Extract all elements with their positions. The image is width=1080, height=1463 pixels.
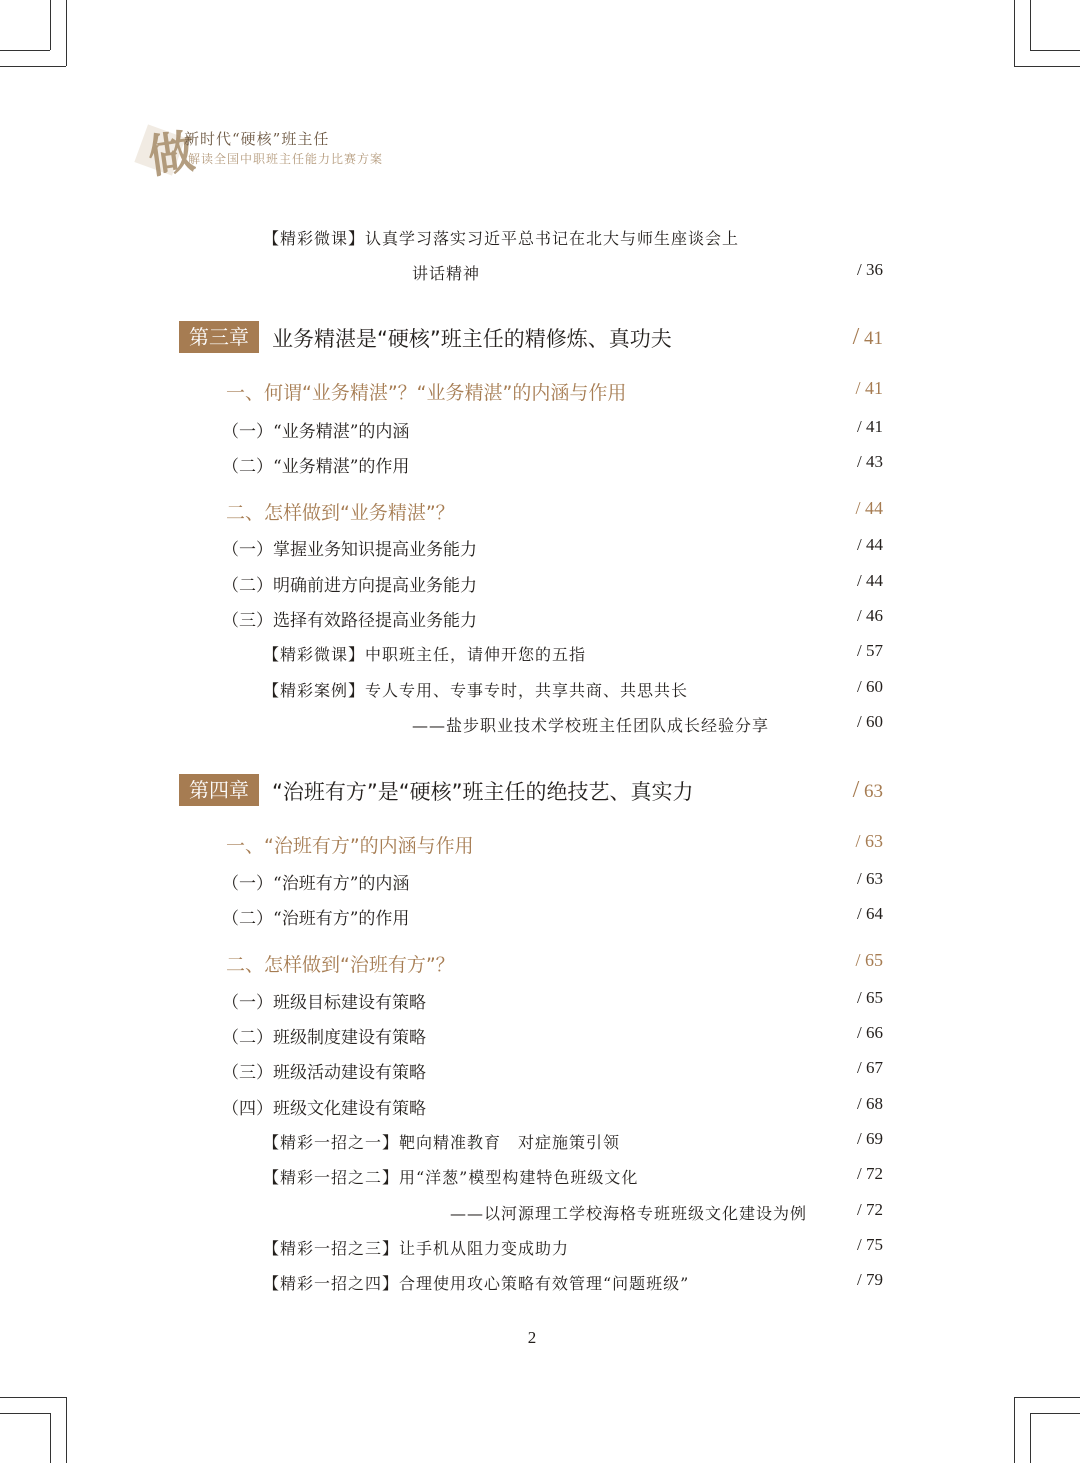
toc-entry-page: / 46 <box>857 606 883 625</box>
toc-entry-page: / 72 <box>857 1164 883 1183</box>
toc-section[interactable] <box>0 375 1080 405</box>
section-page: / 41 <box>855 378 883 398</box>
toc-entry-page: / 43 <box>857 452 883 471</box>
chapter-page: / 63 <box>852 777 883 803</box>
toc-section[interactable] <box>0 495 1080 525</box>
toc-entry-title: 【精彩一招之三】让手机从阻力变成助力 <box>263 1239 570 1258</box>
crop-mark <box>1014 66 1080 67</box>
toc-entry[interactable] <box>0 602 1080 632</box>
crop-mark <box>50 0 51 50</box>
crop-mark <box>66 0 67 66</box>
crop-mark <box>0 50 50 51</box>
toc-entry-page: / 44 <box>857 535 883 554</box>
chapter-label: 第四章 <box>179 774 259 806</box>
toc-entry-title: 【精彩微课】中职班主任，请伸开您的五指 <box>263 645 587 664</box>
toc-entry-page: / 44 <box>857 571 883 590</box>
toc-entry-title: （一）“治班有方”的内涵 <box>222 874 410 894</box>
toc-entry-page: / 64 <box>857 904 883 923</box>
toc-entry-title: （二）明确前进方向提高业务能力 <box>222 576 477 596</box>
toc-entry-page: / 66 <box>857 1023 883 1042</box>
crop-mark <box>0 1413 50 1414</box>
toc-entry-title: 【精彩一招之二】用“洋葱”模型构建特色班级文化 <box>263 1168 639 1187</box>
section-title: 二、怎样做到“治班有方”？ <box>226 954 455 976</box>
toc-entry-title: 【精彩微课】认真学习落实习近平总书记在北大与师生座谈会上 <box>263 229 740 248</box>
toc-entry[interactable] <box>0 1019 1080 1049</box>
toc-entry-page: / 72 <box>857 1200 883 1219</box>
toc-entry-title: （一）掌握业务知识提高业务能力 <box>222 540 477 560</box>
toc-entry[interactable] <box>0 1160 1080 1190</box>
toc-entry-title: 【精彩一招之一】靶向精准教育 对症施策引领 <box>263 1133 621 1152</box>
crop-mark <box>1030 1413 1031 1463</box>
section-page: / 44 <box>855 498 883 518</box>
section-title: 二、怎样做到“业务精湛”？ <box>226 502 455 524</box>
toc-entry-title: （二）班级制度建设有策略 <box>222 1028 426 1048</box>
crop-mark <box>50 1413 51 1463</box>
crop-mark <box>0 1397 66 1398</box>
book-title: 新时代“硬核”班主任 <box>184 130 330 148</box>
toc-entry-page: / 63 <box>857 869 883 888</box>
toc-chapter[interactable] <box>0 774 1080 810</box>
toc-entry-title: （三）选择有效路径提高业务能力 <box>222 611 477 631</box>
toc-entry-page: / 60 <box>857 712 883 731</box>
section-page: / 63 <box>855 831 883 851</box>
toc-entry[interactable] <box>0 984 1080 1014</box>
toc-entry[interactable] <box>0 900 1080 930</box>
toc-entry-page: / 67 <box>857 1058 883 1077</box>
crop-mark <box>1030 0 1031 50</box>
crop-mark <box>1014 1397 1080 1398</box>
toc-entry-title: ——盐步职业技术学校班主任团队成长经验分享 <box>412 716 770 735</box>
toc-entry[interactable] <box>0 708 1080 738</box>
toc-entry-page: / 57 <box>857 641 883 660</box>
toc-entry[interactable] <box>0 1090 1080 1120</box>
toc-entry-page: / 69 <box>857 1129 883 1148</box>
crop-mark <box>1030 50 1080 51</box>
crop-mark <box>0 66 66 67</box>
toc-entry[interactable] <box>0 1054 1080 1084</box>
toc-entry-title: （四）班级文化建设有策略 <box>222 1099 426 1119</box>
toc-entry[interactable] <box>0 531 1080 561</box>
toc-entry[interactable] <box>0 221 1080 251</box>
section-title: 一、何谓“业务精湛”？“业务精湛”的内涵与作用 <box>226 382 627 404</box>
toc-section[interactable] <box>0 828 1080 858</box>
toc-entry-page: / 60 <box>857 677 883 696</box>
chapter-label: 第三章 <box>179 321 259 353</box>
toc-entry[interactable] <box>0 637 1080 667</box>
toc-entry-page: / 79 <box>857 1270 883 1289</box>
book-subtitle: 解读全国中职班主任能力比赛方案 <box>188 152 384 166</box>
crop-mark <box>66 1397 67 1463</box>
page-number: 2 <box>527 1328 537 1347</box>
toc-entry-page: / 36 <box>857 260 883 279</box>
toc-entry[interactable] <box>0 1266 1080 1296</box>
toc-entry-page: / 41 <box>857 417 883 436</box>
toc-entry[interactable] <box>0 413 1080 443</box>
toc-entry[interactable] <box>0 1125 1080 1155</box>
toc-entry-page: / 65 <box>857 988 883 1007</box>
toc-entry-title: 【精彩一招之四】合理使用攻心策略有效管理“问题班级” <box>263 1274 690 1293</box>
toc-entry-title: 讲话精神 <box>412 264 481 283</box>
toc-section[interactable] <box>0 947 1080 977</box>
toc-entry-title: （二）“业务精湛”的作用 <box>222 457 410 477</box>
toc-entry-title: ——以河源理工学校海格专班班级文化建设为例 <box>450 1204 808 1223</box>
chapter-page: / 41 <box>852 324 883 350</box>
header-logo-char: 做 <box>144 124 198 184</box>
toc-entry[interactable] <box>0 567 1080 597</box>
toc-entry-title: （一）“业务精湛”的内涵 <box>222 422 410 442</box>
toc-entry-title: （三）班级活动建设有策略 <box>222 1063 426 1083</box>
toc-entry-page: / 75 <box>857 1235 883 1254</box>
toc-entry-title: （二）“治班有方”的作用 <box>222 909 410 929</box>
toc-entry[interactable] <box>0 673 1080 703</box>
crop-mark <box>1014 0 1015 66</box>
section-page: / 65 <box>855 950 883 970</box>
crop-mark <box>1014 1397 1015 1463</box>
toc-entry[interactable] <box>0 865 1080 895</box>
toc-entry[interactable] <box>0 256 1080 286</box>
toc-entry[interactable] <box>0 1231 1080 1261</box>
toc-entry[interactable] <box>0 1196 1080 1226</box>
section-title: 一、“治班有方”的内涵与作用 <box>226 835 474 857</box>
toc-entry-title: （一）班级目标建设有策略 <box>222 993 426 1013</box>
toc-entry-title: 【精彩案例】专人专用、专事专时，共享共商、共思共长 <box>263 681 689 700</box>
running-header <box>140 118 460 184</box>
chapter-title: 业务精湛是“硬核”班主任的精修炼、真功夫 <box>272 327 672 351</box>
crop-mark <box>1030 1413 1080 1414</box>
chapter-title: “治班有方”是“硬核”班主任的绝技艺、真实力 <box>272 780 694 804</box>
toc-entry-page: / 68 <box>857 1094 883 1113</box>
toc-chapter[interactable] <box>0 321 1080 357</box>
toc-entry[interactable] <box>0 448 1080 478</box>
